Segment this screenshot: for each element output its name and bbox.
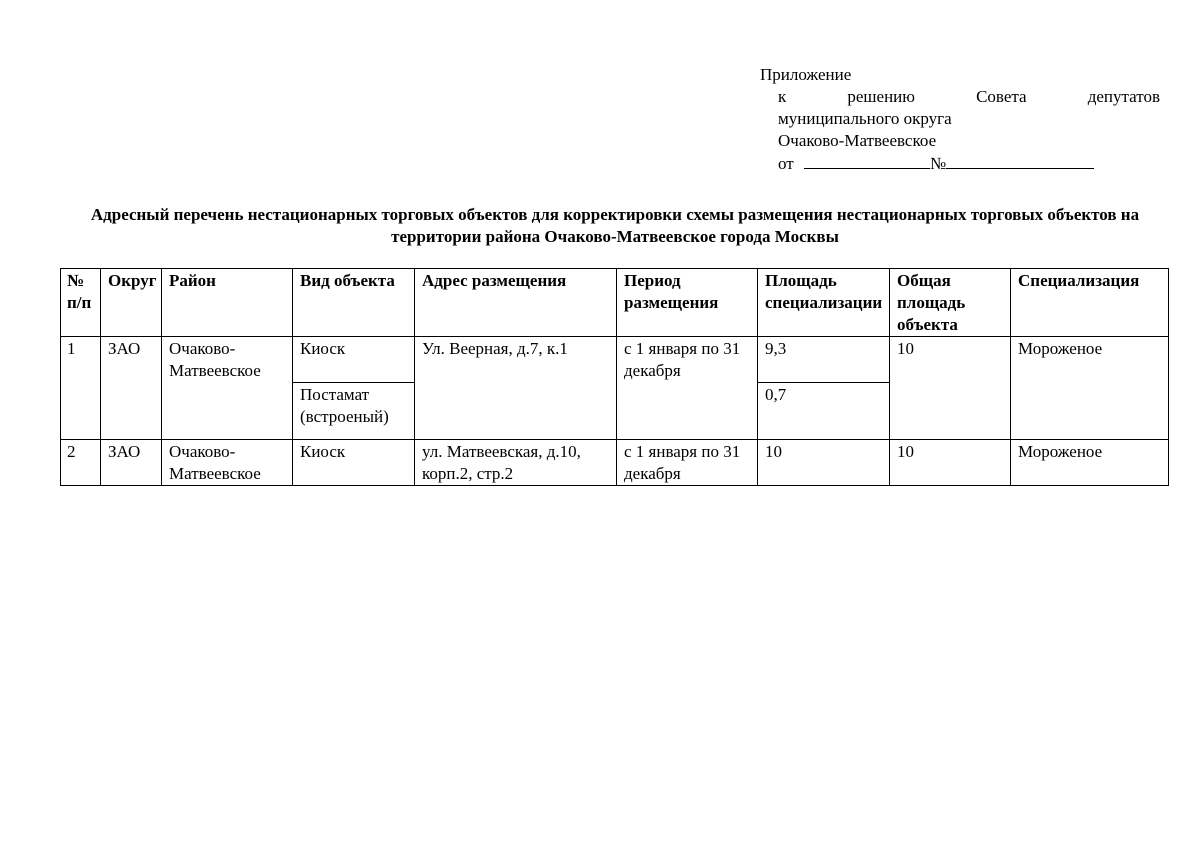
number-sign: № [929,154,947,173]
cell-spec-area: 10 [758,440,890,486]
cell-rayon: Очаково-Матвеевское [162,440,293,486]
appendix-word: депутатов [1087,87,1160,106]
appendix-line-decision [760,86,1160,108]
cell-period: с 1 января по 31 декабря [617,337,758,440]
header-cell-num: № п/п [61,269,101,337]
cell-spec-area: 9,3 [758,337,890,383]
table-row [61,337,1169,383]
cell-num: 1 [61,337,101,440]
date-prefix: от [778,154,794,173]
appendix-word: Совета [976,87,1027,106]
header-cell-object-type: Вид объекта [293,269,415,337]
appendix-word: к [778,87,787,106]
appendix-line-municipal: муниципального округа [778,109,952,128]
cell-specialization: Мороженое [1011,337,1169,440]
cell-total-area: 10 [890,337,1011,440]
appendix-title: Приложение [760,65,852,84]
number-blank-line [946,152,1094,169]
objects-table [60,268,1169,486]
cell-okrug: ЗАО [101,440,162,486]
cell-rayon: Очаково-Матвеевское [162,337,293,440]
table-row [61,440,1169,486]
cell-object-type: Киоск [293,337,415,383]
header-cell-period: Период размещения [617,269,758,337]
header-cell-total-area: Общая площадь объекта [890,269,1011,337]
cell-num: 2 [61,440,101,486]
document-title: Адресный перечень нестационарных торговых объектов для корректировки схемы размещения нестационарных торговых объектов на территории района Очаково-Матвеевское города Москвы [90,205,1140,246]
header-cell-okrug: Округ [101,269,162,337]
cell-address: Ул. Веерная, д.7, к.1 [415,337,617,440]
header-cell-spec-area: Площадь специализации [758,269,890,337]
cell-specialization: Мороженое [1011,440,1169,486]
cell-object-type: Киоск [293,440,415,486]
appendix-block [760,64,1160,174]
cell-okrug: ЗАО [101,337,162,440]
header-cell-rayon: Район [162,269,293,337]
table-header-row [61,269,1169,337]
header-cell-specialization: Специализация [1011,269,1169,337]
cell-spec-area: 0,7 [758,383,890,440]
appendix-line-district: Очаково-Матвеевское [778,131,937,150]
cell-total-area: 10 [890,440,1011,486]
date-blank-line [804,152,930,169]
appendix-word: решению [847,87,915,106]
cell-address: ул. Матвеевская, д.10, корп.2, стр.2 [415,440,617,486]
cell-period: с 1 января по 31 декабря [617,440,758,486]
appendix-line-date-number [760,152,1160,174]
cell-object-type: Постамат (встроеный) [293,383,415,440]
header-cell-address: Адрес размещения [415,269,617,337]
